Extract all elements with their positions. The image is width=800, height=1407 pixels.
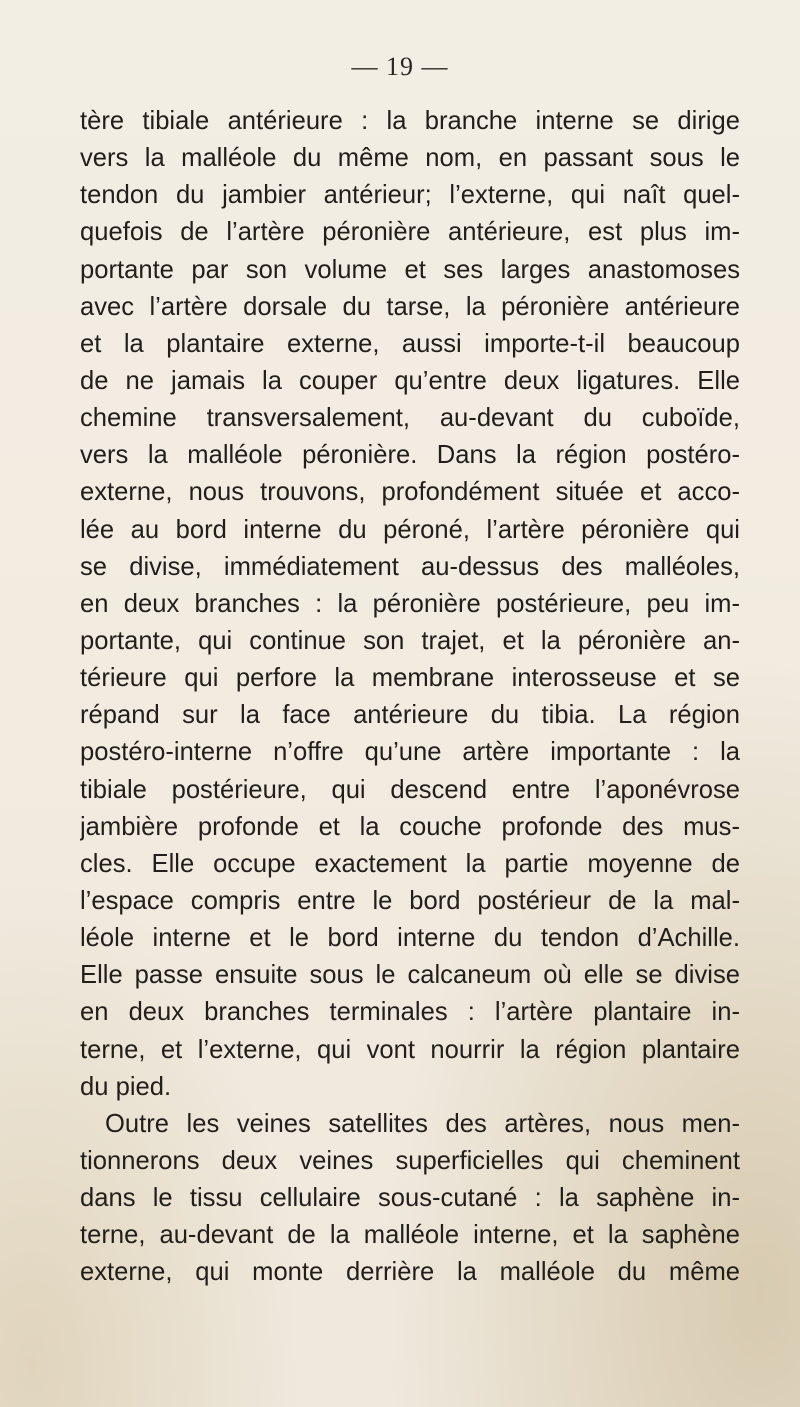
text-line: postéro-interne n’offre qu’une artère importante : la	[80, 738, 740, 767]
text-line: quefois de l’artère péronière antérieure, est plus im-	[80, 218, 740, 247]
text-line: Elle passe ensuite sous le calcaneum où elle se divise	[80, 961, 740, 990]
text-line: jambière profonde et la couche profonde des mus-	[80, 812, 740, 841]
text-line: cles. Elle occupe exactement la partie moyenne de	[80, 849, 740, 878]
text-line: léole interne et le bord interne du tendon d’Achille.	[80, 924, 740, 953]
text-line: répand sur la face antérieure du tibia. La région	[80, 701, 740, 730]
text-line: dans le tissu cellulaire sous-cutané : la saphène in-	[80, 1184, 740, 1213]
text-line: tendon du jambier antérieur; l’externe, qui naît quel-	[80, 181, 740, 210]
text-line: tère tibiale antérieure : la branche interne se dirige	[80, 107, 740, 135]
text-line: de ne jamais la couper qu’entre deux ligatures. Elle	[80, 366, 740, 395]
text-line: tionnerons deux veines superficielles qui cheminent	[80, 1146, 740, 1175]
paragraph-start-line: Outre les veines satellites des artères, nous men-	[105, 1109, 740, 1138]
text-line: se divise, immédiatement au-dessus des malléoles,	[80, 552, 740, 581]
text-line: chemine transversalement, au-devant du cuboïde,	[80, 404, 740, 433]
text-line: lée au bord interne du péroné, l’artère péronière qui	[80, 515, 740, 544]
text-line: portante, qui continue son trajet, et la péronière an-	[80, 626, 740, 655]
text-line: portante par son volume et ses larges anastomoses	[80, 255, 740, 284]
text-line: externe, qui monte derrière la malléole du même	[80, 1258, 740, 1287]
text-line: vers la malléole du même nom, en passant sous le	[80, 144, 740, 173]
text-line: vers la malléole péronière. Dans la région postéro-	[80, 441, 740, 470]
text-line: en deux branches terminales : l’artère plantaire in-	[80, 998, 740, 1027]
text-line: l’espace compris entre le bord postérieur de la mal-	[80, 886, 740, 915]
text-line: et la plantaire externe, aussi importe-t-il beaucoup	[80, 329, 740, 358]
text-line: en deux branches : la péronière postérieure, peu im-	[80, 589, 740, 618]
text-line: externe, nous trouvons, profondément située et acco-	[80, 478, 740, 507]
text-line: terne, et l’externe, qui vont nourrir la région plantaire	[80, 1035, 740, 1064]
text-line: terne, au-devant de la malléole interne, et la saphène	[80, 1221, 740, 1250]
paragraph-end-line: du pied.	[80, 1072, 172, 1101]
body-text	[80, 103, 740, 1292]
text-line: avec l’artère dorsale du tarse, la péronière antérieure	[80, 292, 740, 321]
text-line: térieure qui perfore la membrane interosseuse et se	[80, 664, 740, 693]
text-line: tibiale postérieure, qui descend entre l’aponévrose	[80, 775, 740, 804]
page-number: — 19 —	[351, 52, 449, 81]
